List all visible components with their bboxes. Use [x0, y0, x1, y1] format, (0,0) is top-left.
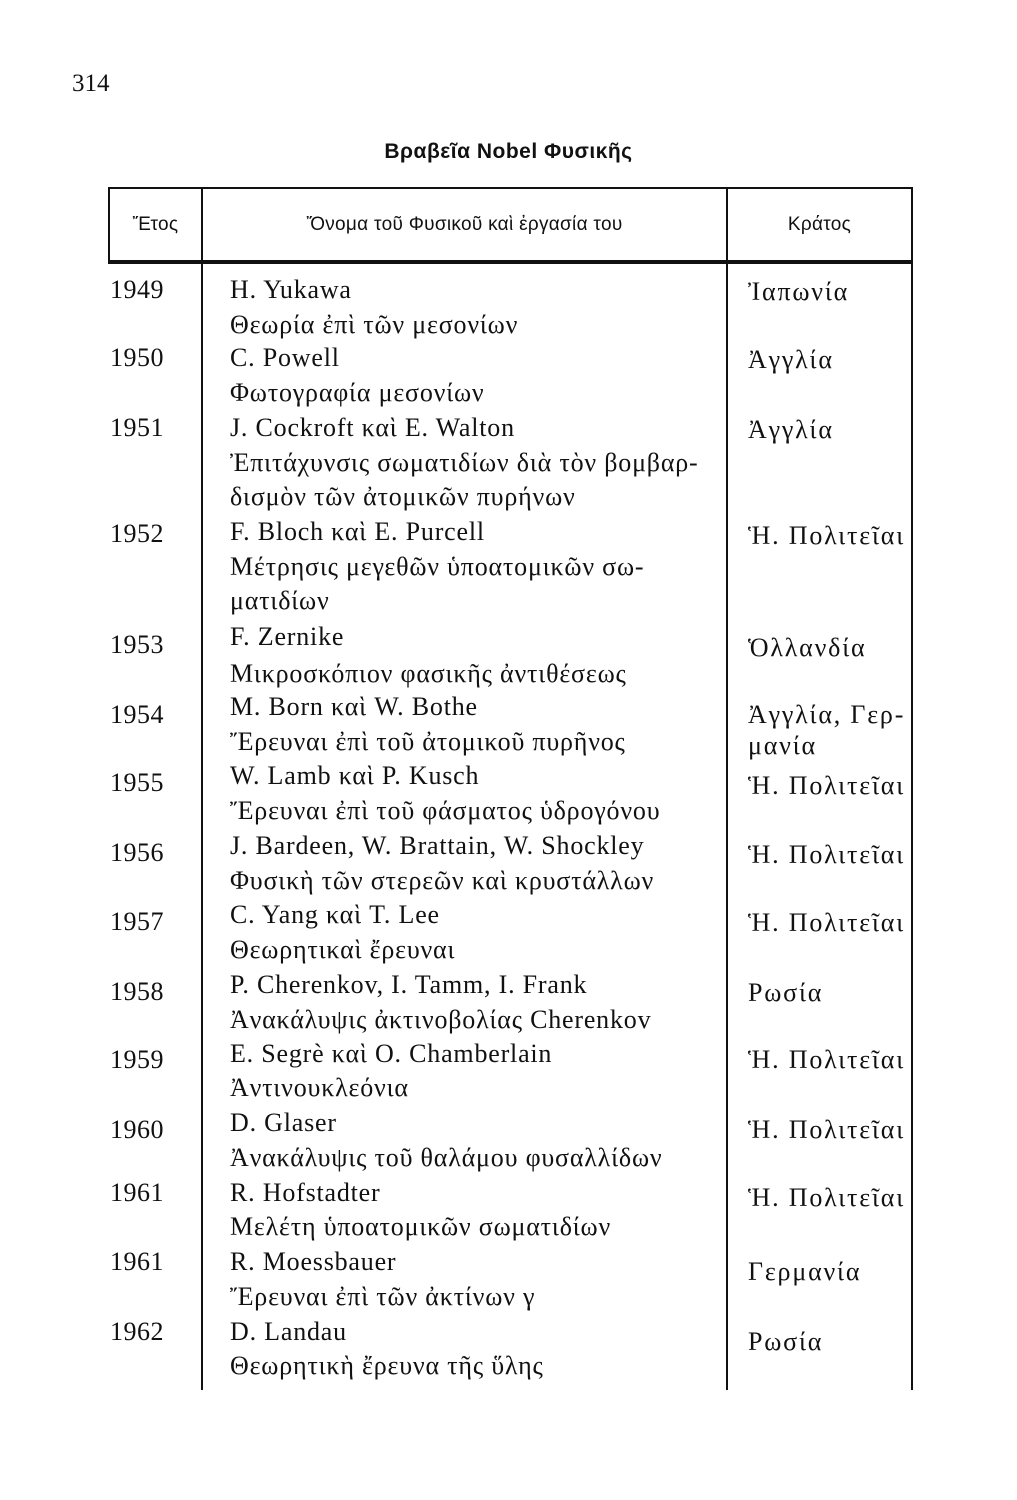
year-cell: 1950	[110, 343, 164, 372]
work-description: Ἐπιτάχυνσις σωματιδίων διὰ τὸν βομβαρ-	[230, 448, 699, 477]
physicist-name: J. Cockroft καὶ E. Walton	[230, 413, 515, 442]
physicist-name: W. Lamb καὶ P. Kusch	[230, 761, 480, 790]
year-cell: 1954	[110, 700, 164, 729]
year-cell: 1957	[110, 907, 164, 936]
page-number: 314	[72, 70, 110, 97]
physicist-name: C. Powell	[230, 343, 340, 372]
table-row	[0, 273, 1017, 339]
physicist-name: J. Bardeen, W. Brattain, W. Shockley	[230, 831, 645, 860]
work-description: Θεωρία ἐπὶ τῶν μεσονίων	[230, 310, 519, 339]
physicist-name: R. Moessbauer	[230, 1247, 397, 1276]
country-cell: μανία	[748, 731, 817, 760]
country-cell: Ἡ. Πολιτεῖαι	[748, 771, 905, 800]
table-row	[0, 515, 1017, 615]
work-description: Θεωρητικαὶ ἔρευναι	[230, 935, 456, 964]
country-cell: Ἡ. Πολιτεῖαι	[748, 521, 905, 550]
work-description: Μελέτη ὑποατομικῶν σωματιδίων	[230, 1212, 612, 1241]
year-cell: 1961	[110, 1178, 164, 1207]
physicist-name: F. Bloch καὶ E. Purcell	[230, 517, 485, 546]
year-cell: 1960	[110, 1115, 164, 1144]
table-row	[0, 759, 1017, 825]
physicist-name: M. Born καὶ W. Bothe	[230, 692, 478, 721]
year-cell: 1949	[110, 275, 164, 304]
table-row	[0, 411, 1017, 511]
header-name: Ὄνομα τοῦ Φυσικοῦ καὶ ἐργασία του	[306, 214, 623, 235]
table-row	[0, 620, 1017, 688]
physicist-name: F. Zernike	[230, 622, 345, 651]
table-row	[0, 1176, 1017, 1241]
table-row	[0, 341, 1017, 407]
country-cell: Ὁλλανδία	[748, 633, 867, 662]
table-row	[0, 968, 1017, 1034]
header-year: Ἔτος	[132, 214, 179, 235]
physicist-name: E. Segrè καὶ O. Chamberlain	[230, 1039, 553, 1068]
work-description: Μέτρησις μεγεθῶν ὑποατομικῶν σω-	[230, 552, 645, 581]
physicist-name: D. Landau	[230, 1317, 347, 1346]
physicist-name: H. Yukawa	[230, 275, 352, 304]
year-cell: 1951	[110, 413, 164, 442]
table-row	[0, 1315, 1017, 1380]
year-cell: 1956	[110, 838, 164, 867]
year-cell: 1952	[110, 519, 164, 548]
country-cell: Ἡ. Πολιτεῖαι	[748, 1045, 905, 1074]
table-row	[0, 898, 1017, 964]
work-description: δισμὸν τῶν ἀτομικῶν πυρήνων	[230, 482, 576, 511]
physicist-name: R. Hofstadter	[230, 1178, 381, 1207]
year-cell: 1959	[110, 1045, 164, 1074]
table-row	[0, 1037, 1017, 1102]
work-description: Φυσικὴ τῶν στερεῶν καὶ κρυστάλλων	[230, 866, 655, 895]
year-cell: 1961	[110, 1247, 164, 1276]
work-description: Ἀντινουκλεόνια	[230, 1073, 409, 1102]
year-cell: 1962	[110, 1317, 164, 1346]
work-description: Ἀνακάλυψις ἀκτινοβολίας Cherenkov	[230, 1005, 652, 1034]
physicist-name: D. Glaser	[230, 1108, 337, 1137]
country-cell: Ἀγγλία	[748, 345, 834, 374]
country-cell: Ἡ. Πολιτεῖαι	[748, 840, 905, 869]
year-cell: 1953	[110, 630, 164, 659]
country-cell: Ρωσία	[748, 978, 824, 1007]
work-description: Φωτογραφία μεσονίων	[230, 378, 485, 407]
country-cell: Ἡ. Πολιτεῖαι	[748, 1115, 905, 1144]
page-title: Βραβεῖα Nobel Φυσικῆς	[384, 140, 633, 163]
header-country: Κράτος	[787, 214, 852, 235]
country-cell: Γερμανία	[748, 1257, 862, 1286]
table-row	[0, 829, 1017, 895]
work-description: Ἔρευναι ἐπὶ τοῦ φάσματος ὑδρογόνου	[230, 796, 661, 825]
country-cell: Ἀγγλία, Γερ-	[748, 700, 906, 729]
work-description: Θεωρητικὴ ἔρευνα τῆς ὕλης	[230, 1351, 544, 1380]
country-cell: Ρωσία	[748, 1327, 824, 1356]
physicist-name: P. Cherenkov, I. Tamm, I. Frank	[230, 970, 588, 999]
work-description: Ἔρευναι ἐπὶ τῶν ἀκτίνων γ	[230, 1282, 536, 1311]
work-description: Ἔρευναι ἐπὶ τοῦ ἀτομικοῦ πυρῆνος	[230, 727, 626, 756]
table-row	[0, 1245, 1017, 1311]
work-description: Ἀνακάλυψις τοῦ θαλάμου φυσαλλίδων	[230, 1143, 663, 1172]
work-description: ματιδίων	[230, 586, 330, 615]
country-cell: Ἡ. Πολιτεῖαι	[748, 908, 905, 937]
country-cell: Ἀγγλία	[748, 415, 834, 444]
physicist-name: C. Yang καὶ T. Lee	[230, 900, 440, 929]
work-description: Μικροσκόπιον φασικῆς ἀντιθέσεως	[230, 659, 627, 688]
country-cell: Ἰαπωνία	[748, 277, 850, 306]
table-row	[0, 690, 1017, 760]
year-cell: 1958	[110, 977, 164, 1006]
year-cell: 1955	[110, 768, 164, 797]
table-row	[0, 1106, 1017, 1172]
country-cell: Ἡ. Πολιτεῖαι	[748, 1183, 905, 1212]
